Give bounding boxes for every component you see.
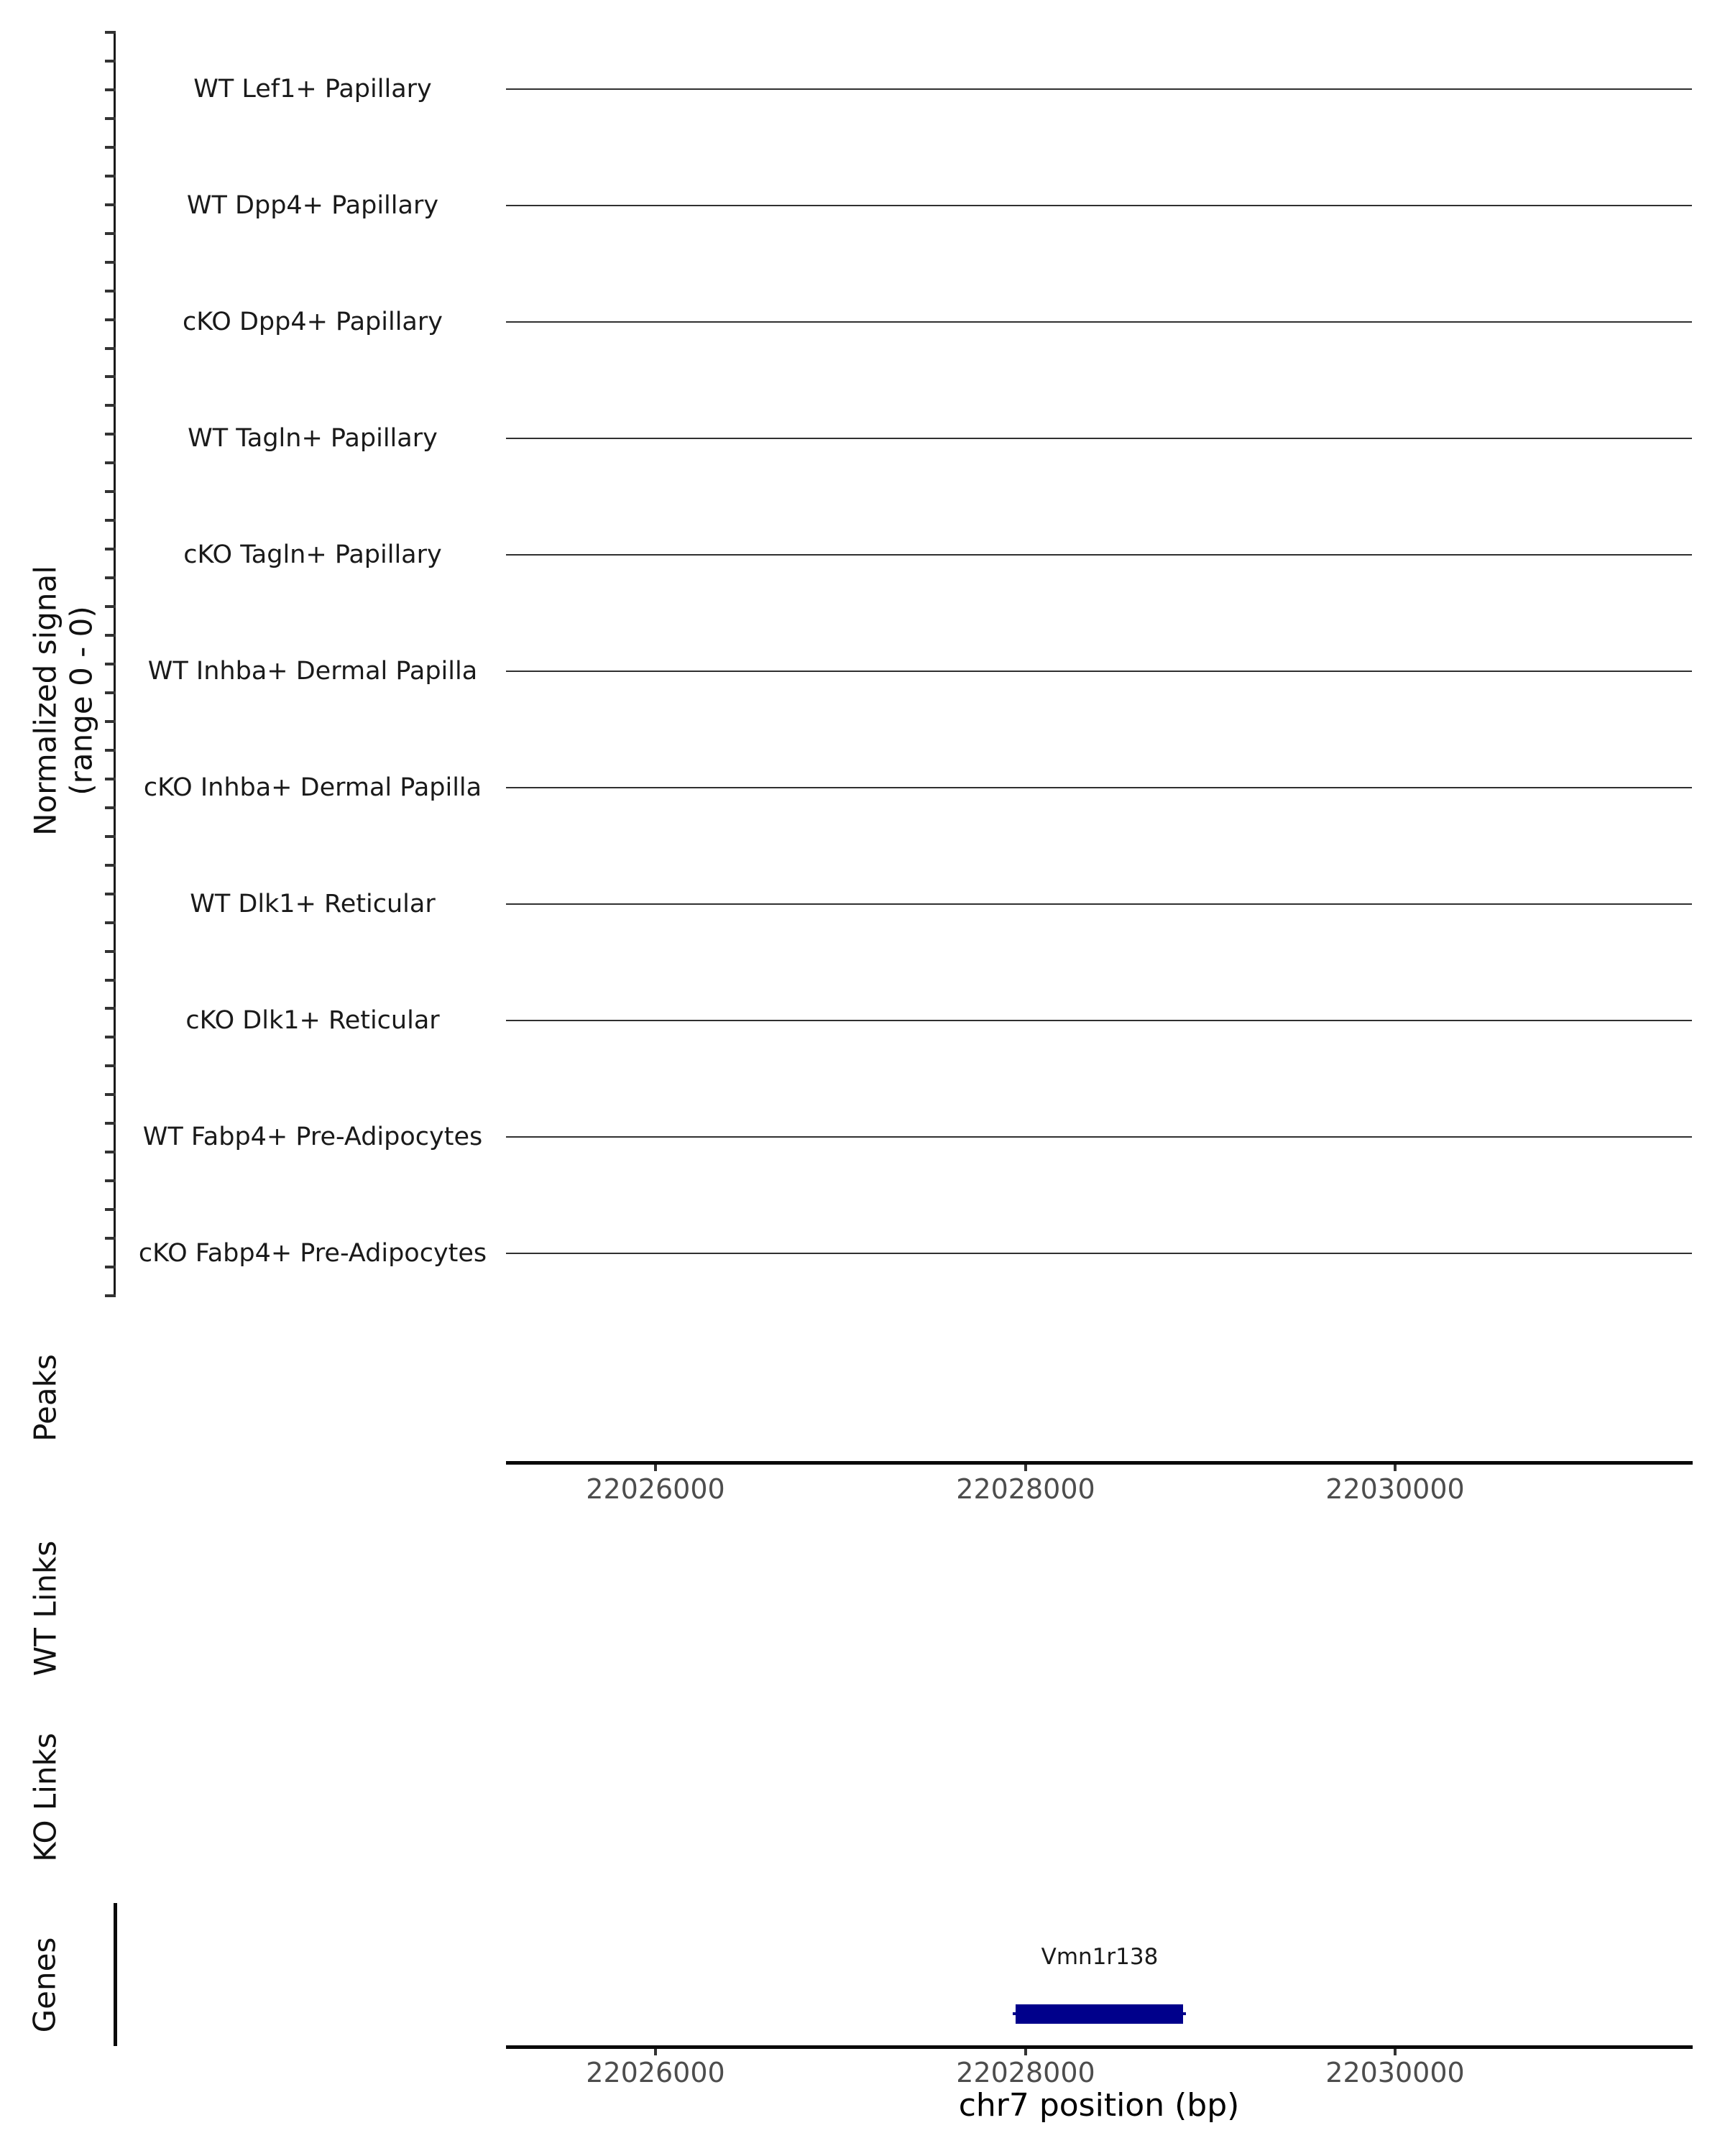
signal-axis-tick: [105, 749, 116, 752]
signal-axis-tick: [105, 893, 116, 895]
axis-tick-label: 22030000: [1325, 2057, 1465, 2088]
axis-tick: [1394, 2049, 1397, 2055]
signal-axis-tick: [105, 519, 116, 522]
track-label: WT Inhba+ Dermal Papilla: [147, 657, 478, 686]
signal-axis-tick: [105, 146, 116, 149]
signal-axis-tick: [105, 548, 116, 550]
section-label-wt-links: WT Links: [27, 1540, 63, 1677]
signal-axis-tick: [105, 347, 116, 350]
axis-tick: [654, 1465, 657, 1471]
track-baseline: [506, 321, 1692, 323]
signal-axis-tick: [105, 203, 116, 206]
peaks-axis-line: [506, 1461, 1693, 1465]
signal-axis-tick: [105, 490, 116, 493]
track-label: WT Dpp4+ Papillary: [186, 191, 439, 220]
track-label: cKO Dpp4+ Papillary: [183, 308, 443, 336]
axis-tick-label: 22030000: [1325, 1473, 1465, 1505]
track-baseline: [506, 903, 1692, 905]
track-baseline: [506, 671, 1692, 672]
track-label: WT Dlk1+ Reticular: [190, 890, 436, 918]
signal-axis-tick: [105, 31, 116, 34]
signal-axis-tick: [105, 950, 116, 953]
track-baseline: [506, 1136, 1692, 1138]
signal-ylabel-line1: Normalized signal: [27, 566, 63, 836]
signal-axis-tick: [105, 605, 116, 608]
track-baseline: [506, 787, 1692, 788]
signal-axis-tick: [105, 720, 116, 723]
signal-axis-tick: [105, 117, 116, 120]
axis-tick: [1024, 1465, 1027, 1471]
signal-axis-tick: [105, 261, 116, 264]
track-label: WT Tagln+ Papillary: [188, 424, 438, 453]
signal-axis-tick: [105, 1064, 116, 1067]
signal-axis-tick: [105, 88, 116, 91]
bottom-axis-line: [506, 2045, 1693, 2049]
signal-axis-tick: [105, 375, 116, 378]
track-label: WT Fabp4+ Pre-Adipocytes: [142, 1123, 483, 1151]
signal-axis-tick: [105, 778, 116, 780]
signal-axis-tick: [105, 835, 116, 838]
signal-axis: [105, 32, 116, 1296]
genes-axis-spine: [114, 1903, 117, 2046]
signal-axis-tick: [105, 1237, 116, 1240]
signal-axis-tick: [105, 1093, 116, 1096]
axis-tick: [1394, 1465, 1397, 1471]
signal-axis-tick: [105, 1208, 116, 1211]
signal-axis-tick: [105, 1294, 116, 1297]
signal-axis-tick: [105, 1151, 116, 1153]
signal-axis-tick: [105, 60, 116, 63]
track-label: cKO Inhba+ Dermal Papilla: [143, 773, 482, 802]
track-baseline: [506, 205, 1692, 206]
section-label-genes: Genes: [27, 1937, 63, 2033]
x-axis-title: chr7 position (bp): [958, 2087, 1240, 2124]
signal-axis-tick: [105, 1036, 116, 1038]
signal-axis-tick: [105, 232, 116, 235]
track-label: WT Lef1+ Papillary: [193, 75, 432, 103]
signal-axis-tick: [105, 864, 116, 867]
signal-axis-tick: [105, 461, 116, 464]
track-label: cKO Fabp4+ Pre-Adipocytes: [138, 1239, 487, 1268]
axis-tick-label: 22028000: [956, 2057, 1095, 2088]
signal-axis-tick: [105, 433, 116, 436]
signal-axis-tick: [105, 806, 116, 809]
signal-axis-tick: [105, 663, 116, 665]
signal-axis-tick: [105, 576, 116, 579]
signal-axis-tick: [105, 1122, 116, 1125]
signal-axis-tick: [105, 979, 116, 982]
gene-exon-box: [1016, 2004, 1183, 2024]
track-baseline: [506, 88, 1692, 90]
signal-axis-tick: [105, 175, 116, 178]
axis-tick: [654, 2049, 657, 2055]
section-label-peaks: Peaks: [27, 1354, 63, 1442]
signal-axis-tick: [105, 1007, 116, 1010]
signal-axis-tick: [105, 1266, 116, 1268]
signal-axis-tick: [105, 290, 116, 292]
signal-axis-tick: [105, 318, 116, 321]
section-label-ko-links: KO Links: [27, 1733, 63, 1862]
gene-name-label: Vmn1r138: [1041, 1944, 1159, 1970]
signal-axis-tick: [105, 691, 116, 694]
axis-tick-label: 22028000: [956, 1473, 1095, 1505]
track-baseline: [506, 554, 1692, 556]
track-baseline: [506, 438, 1692, 439]
axis-tick-label: 22026000: [586, 2057, 725, 2088]
axis-tick-label: 22026000: [586, 1473, 725, 1505]
track-baseline: [506, 1020, 1692, 1021]
track-label: cKO Tagln+ Papillary: [183, 540, 442, 569]
signal-axis-tick: [105, 921, 116, 924]
signal-axis-tick: [105, 1179, 116, 1182]
signal-axis-tick: [105, 634, 116, 637]
axis-tick: [1024, 2049, 1027, 2055]
track-label: cKO Dlk1+ Reticular: [185, 1006, 440, 1035]
track-baseline: [506, 1253, 1692, 1254]
signal-ylabel-line2: (range 0 - 0): [63, 606, 99, 796]
signal-axis-tick: [105, 404, 116, 407]
